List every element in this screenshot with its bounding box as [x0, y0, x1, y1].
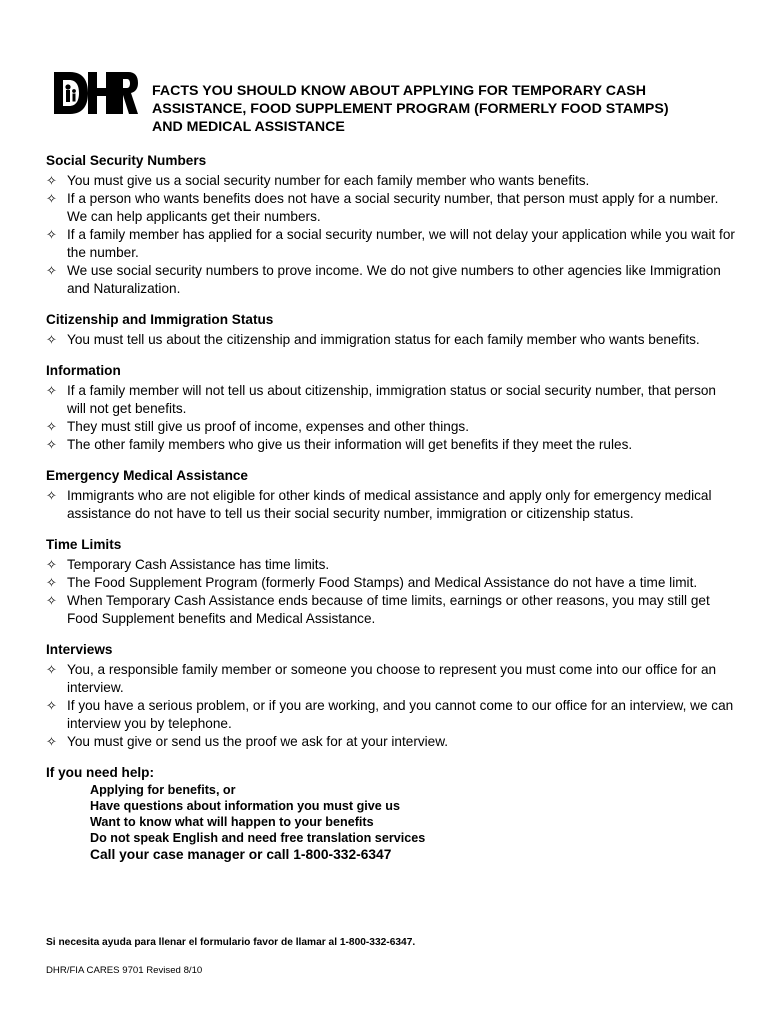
bullet-list	[46, 661, 736, 751]
star-bullet-icon: ✧	[46, 557, 57, 572]
page-title	[152, 82, 742, 136]
list-item	[46, 733, 736, 751]
section	[46, 152, 736, 298]
title-line: AND MEDICAL ASSISTANCE	[152, 119, 345, 135]
list-item	[46, 226, 736, 262]
list-item-text: We use social security numbers to prove income. We do not give numbers to other agencies like Immigration and Naturalization.	[67, 263, 721, 296]
section	[46, 641, 736, 751]
section-heading: Citizenship and Immigration Status	[46, 312, 274, 327]
star-bullet-icon: ✧	[46, 332, 57, 347]
star-bullet-icon: ✧	[46, 173, 57, 188]
list-item	[46, 574, 736, 592]
list-item	[46, 382, 736, 418]
list-item	[46, 418, 736, 436]
list-item	[46, 331, 736, 349]
star-bullet-icon: ✧	[46, 383, 57, 398]
dhr-logo	[54, 70, 138, 116]
list-item-text: If you have a serious problem, or if you are working, and you cannot come to our office for an interview, we can interview you by telephone.	[67, 698, 734, 731]
bullet-list	[46, 172, 736, 298]
help-item: Want to know what will happen to your benefits	[90, 815, 374, 829]
title-line: ASSISTANCE, FOOD SUPPLEMENT PROGRAM (FORMERLY FOOD STAMPS)	[152, 101, 669, 117]
list-item	[46, 556, 736, 574]
title-line: FACTS YOU SHOULD KNOW ABOUT APPLYING FOR TEMPORARY CASH	[152, 83, 646, 99]
section-heading: Information	[46, 363, 121, 378]
star-bullet-icon: ✧	[46, 575, 57, 590]
document-body	[46, 152, 736, 864]
help-list	[90, 782, 736, 864]
list-item-text: You must give us a social security number for each family member who wants benefits.	[67, 173, 590, 188]
star-bullet-icon: ✧	[46, 437, 57, 452]
list-item-text: If a family member will not tell us about citizenship, immigration status or social security number, that person will not get benefits.	[67, 383, 716, 416]
star-bullet-icon: ✧	[46, 488, 57, 503]
form-id: DHR/FIA CARES 9701 Revised 8/10	[46, 965, 203, 976]
document-header	[54, 70, 734, 140]
list-item	[46, 172, 736, 190]
section-heading: Time Limits	[46, 537, 122, 552]
list-item	[46, 592, 736, 628]
list-item	[46, 697, 736, 733]
list-item-text: When Temporary Cash Assistance ends because of time limits, earnings or other reasons, you may still get Food Supplement benefits and Medical Assistance.	[67, 593, 710, 626]
section-heading: Social Security Numbers	[46, 153, 207, 168]
list-item-text: You, a responsible family member or someone you choose to represent you must come into our office for an interview.	[67, 662, 717, 695]
section	[46, 536, 736, 628]
star-bullet-icon: ✧	[46, 662, 57, 677]
list-item-text: If a person who wants benefits does not have a social security number, that person must apply for a number. We can help applicants get their numbers.	[67, 191, 719, 224]
star-bullet-icon: ✧	[46, 227, 57, 242]
help-item: Do not speak English and need free translation services	[90, 831, 426, 845]
section	[46, 311, 736, 349]
list-item-text: If a family member has applied for a social security number, we will not delay your application while you wait for the number.	[67, 227, 735, 260]
list-item	[46, 262, 736, 298]
list-item-text: The Food Supplement Program (formerly Food Stamps) and Medical Assistance do not have a time limit.	[67, 575, 698, 590]
star-bullet-icon: ✧	[46, 734, 57, 749]
bullet-list	[46, 382, 736, 454]
section-heading: Interviews	[46, 642, 113, 657]
section	[46, 362, 736, 454]
bullet-list	[46, 331, 736, 349]
list-item	[46, 190, 736, 226]
list-item	[46, 436, 736, 454]
star-bullet-icon: ✧	[46, 593, 57, 608]
bullet-list	[46, 556, 736, 628]
list-item-text: Temporary Cash Assistance has time limits.	[67, 557, 330, 572]
spanish-note: Si necesita ayuda para llenar el formulario favor de llamar al 1-800-332-6347.	[46, 937, 416, 948]
star-bullet-icon: ✧	[46, 698, 57, 713]
call-line: Call your case manager or call 1-800-332-6347	[90, 847, 392, 862]
list-item	[46, 661, 736, 697]
section-heading: Emergency Medical Assistance	[46, 468, 248, 483]
help-item: Applying for benefits, or	[90, 783, 236, 797]
star-bullet-icon: ✧	[46, 191, 57, 206]
list-item-text: Immigrants who are not eligible for other kinds of medical assistance and apply only for emergency medical assistance do not have to tell us their social security number, immigration or citizenship status.	[67, 488, 712, 521]
bullet-list	[46, 487, 736, 523]
list-item-text: You must tell us about the citizenship and immigration status for each family member who wants benefits.	[67, 332, 700, 347]
list-item	[46, 487, 736, 523]
list-item-text: You must give or send us the proof we ask for at your interview.	[67, 734, 449, 749]
section	[46, 467, 736, 523]
help-heading: If you need help:	[46, 765, 154, 780]
help-section	[46, 764, 736, 864]
star-bullet-icon: ✧	[46, 419, 57, 434]
help-item: Have questions about information you must give us	[90, 799, 400, 813]
list-item-text: They must still give us proof of income, expenses and other things.	[67, 419, 469, 434]
list-item-text: The other family members who give us their information will get benefits if they meet the rules.	[67, 437, 633, 452]
star-bullet-icon: ✧	[46, 263, 57, 278]
